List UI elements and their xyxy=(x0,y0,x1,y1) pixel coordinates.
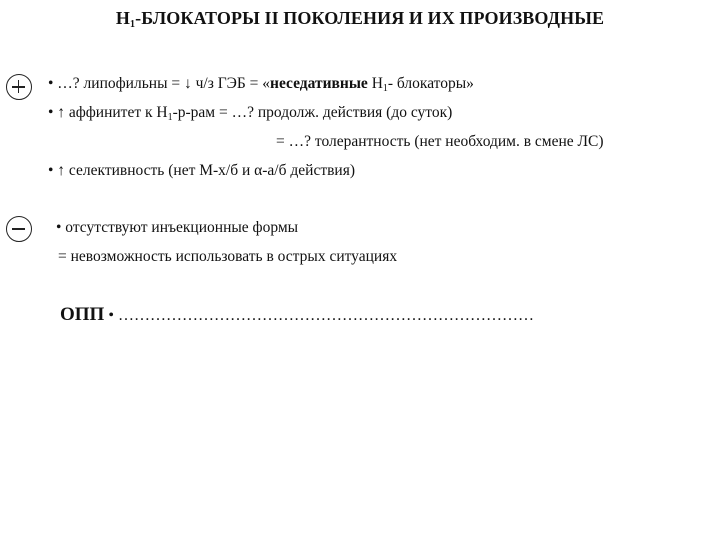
minus-icon xyxy=(6,216,32,242)
page-title xyxy=(0,8,720,29)
title-text-rest: -БЛОКАТОРЫ II ПОКОЛЕНИЯ И ИХ ПРОИЗВОДНЫЕ xyxy=(135,8,605,28)
title-subscript: 1 xyxy=(130,19,136,30)
pros-line-3: = …? толерантность (нет необходим. в смене ЛС) xyxy=(276,133,604,150)
opp-dots: • …………………………………………………………………… xyxy=(104,307,534,324)
cons-line-1: • отсутствуют инъекционные формы xyxy=(56,219,299,236)
pros-line-2: • ↑ аффинитет к $Н_1-р$-рам = …? продолж. действия (до суток) xyxy=(48,104,453,123)
opp-abbr: ОПП xyxy=(60,304,105,325)
title-text: Н xyxy=(115,8,130,28)
opp-line xyxy=(60,304,534,326)
cons-line-2: = невозможность использовать в острых ситуациях xyxy=(58,248,398,265)
pros-line-4: • ↑ селективность (нет М-х/б и α-а/б действия) xyxy=(48,162,355,179)
plus-icon xyxy=(6,74,32,100)
pros-line-1: • …? липофильны = ↓ ч/з ГЭБ = «неседативные $Н_1-$ блокаторы» xyxy=(48,75,474,94)
